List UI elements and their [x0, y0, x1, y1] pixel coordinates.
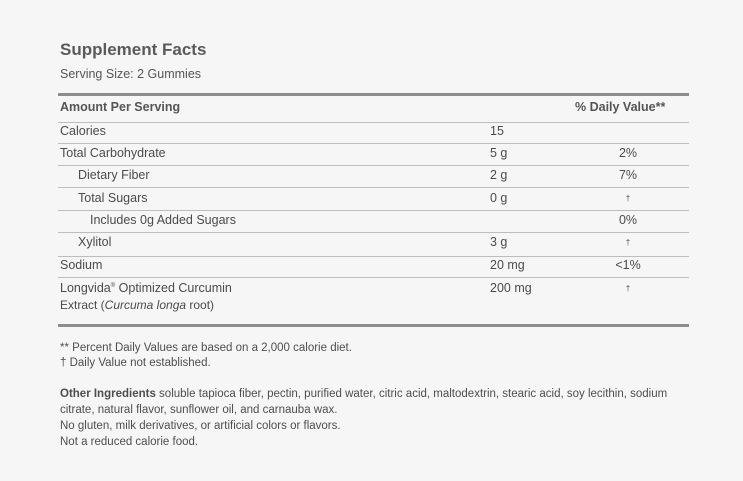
- nutrient-dv: 7%: [618, 168, 638, 182]
- footnotes: [60, 341, 352, 371]
- nutrient-amount: 0 g: [490, 191, 508, 205]
- registered-mark: ®: [110, 282, 116, 289]
- table-row: [58, 146, 689, 166]
- nutrient-dv: †: [625, 238, 631, 247]
- table-row: [58, 213, 689, 233]
- nutrient-name: Total Carbohydrate: [60, 146, 166, 160]
- nutrient-amount: 2 g: [490, 168, 508, 182]
- nutrient-dv: †: [625, 194, 631, 203]
- serving-size: Serving Size: 2 Gummies: [60, 67, 202, 81]
- nutrient-name: Calories: [60, 124, 106, 138]
- table-row: [58, 235, 689, 257]
- table-row: [58, 281, 689, 321]
- nutrient-name: Dietary Fiber: [78, 168, 150, 182]
- panel-title: Supplement Facts: [60, 40, 207, 59]
- nutrient-dv: 2%: [618, 146, 638, 160]
- nutrient-dv: †: [625, 284, 631, 293]
- nutrient-name: Total Sugars: [78, 191, 148, 205]
- ingredients-list: soluble tapioca fiber, pectin, purified water, citric acid, maltodextrin, stearic acid, soy lecithin, sodium citrate, natural flavor, sunflower oil, and carnauba wax.: [60, 388, 668, 416]
- nutrient-amount: 5 g: [490, 146, 508, 160]
- ingredients-text: [60, 386, 700, 418]
- nutrient-name: Xylitol: [78, 235, 112, 249]
- table-row: [58, 168, 689, 188]
- dagger-footnote: † Daily Value not established.: [60, 357, 211, 369]
- header-rule: [58, 118, 689, 123]
- latin-name: Curcuma longa: [104, 298, 187, 312]
- table-row: [58, 191, 689, 211]
- name-part: Longvida: [60, 281, 111, 295]
- nutrient-name: Includes 0g Added Sugars: [90, 213, 236, 227]
- nutrient-amount: 20 mg: [490, 258, 525, 272]
- ingredients-label: Other Ingredients: [60, 388, 156, 400]
- percent-footnote: ** Percent Daily Values are based on a 2,000 calorie diet.: [60, 342, 352, 354]
- nutrient-name: [60, 281, 232, 295]
- ingredients-block: [60, 386, 700, 450]
- amount-header: Amount Per Serving: [60, 100, 181, 114]
- nutrient-name: Sodium: [60, 258, 103, 272]
- top-divider: [58, 93, 689, 96]
- nutrient-amount: 3 g: [490, 235, 508, 249]
- name-part: root): [186, 298, 215, 312]
- allergen-statement: No gluten, milk derivatives, or artificial colors or flavors.: [60, 420, 341, 432]
- table-row: [58, 124, 689, 144]
- bottom-divider: [58, 324, 689, 327]
- nutrient-amount: 15: [490, 124, 504, 138]
- nutrient-dv: 0%: [618, 213, 638, 227]
- table-row: [58, 258, 689, 278]
- calorie-statement: Not a reduced calorie food.: [60, 436, 199, 448]
- nutrient-name-line2: [60, 298, 214, 312]
- nutrient-amount: 200 mg: [490, 281, 532, 295]
- name-part: Extract (: [60, 298, 105, 312]
- nutrient-dv: <1%: [615, 258, 641, 272]
- daily-value-header: % Daily Value**: [575, 100, 666, 114]
- name-part: Optimized Curcumin: [115, 281, 232, 295]
